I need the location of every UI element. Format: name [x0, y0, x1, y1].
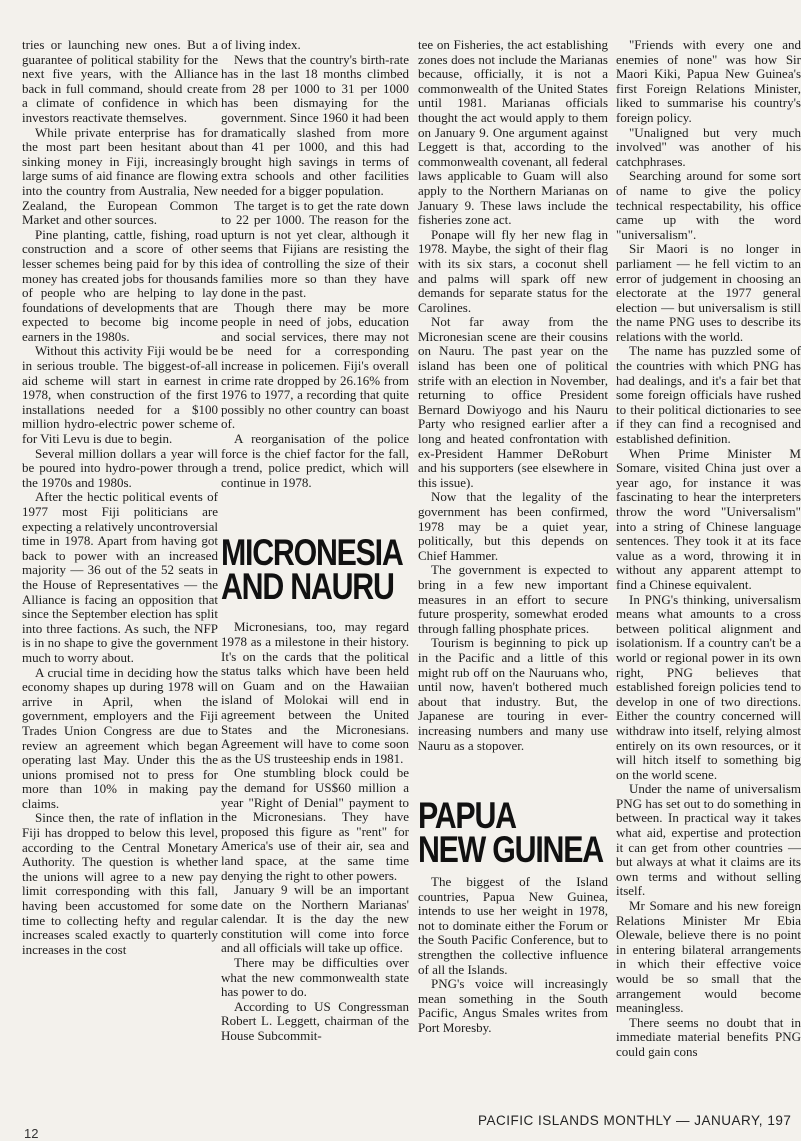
paragraph: of living index. [221, 37, 301, 52]
paragraph: According to US Congressman Robert L. Leggett, chairman of the House Subcommit- [221, 998, 409, 1044]
paragraph: The government is expected to bring in a few new important measures in an effort to secure future prosperity, somewhat eroded through falling phosphate prices. [418, 562, 608, 636]
paragraph: There may be difficulties over what the new commonwealth state has power to do. [221, 955, 409, 1000]
paragraph: "Friends with every one and enemies of none" was how Sir Maori Kiki, Papua New Guinea's first Foreign Relations Minister, liked to summarise his country's foreign policy. [616, 38, 801, 125]
paragraph: tee on Fisheries, the act establishing zones does not include the Marianas because, officially, it is not a commonwealth of the United States until 1981. Marianas officials thought the act would apply to them on January 9. One argument against Leggett is that, according to the commonwealth covenant, all federal laws applicable to Guam will also apply to the Northern Marianas on January 9. These laws include the fisheries zone act. [418, 37, 608, 228]
paragraph: News that the country's birth-rate has in the last 18 months climbed from 28 per 1000 to 31 per 1000 has been dismaying for the government. Since 1960 it had been dramatically slashed from more than 41 per 1000, and this had brought high savings in terms of extra schools and other facilities needed for a bigger population. [221, 51, 409, 198]
paragraph: The biggest of the Island countries, Papua New Guinea, intends to use her weight in 1978, not to dominate either the Forum or the South Pacific Conference, but to strengthen the collective influence of all the Islands. [418, 874, 608, 977]
paragraph: Ponape will fly her new flag in 1978. Maybe, the sight of their flag with its six stars, a coconut shell and palms will spark off new demands for separate status for the Carolines. [418, 226, 608, 315]
paragraph: Sir Maori is no longer in parliament — he fell victim to an error of judgement in choosing an electorate at the 1977 general election — but universalism is still the name PNG uses to describe its relations with the world. [616, 241, 801, 344]
paragraph: tries or launching new ones. But a guarantee of political stability for the next five years, with the Alliance back in full command, should create a climate of confidence in which investors reactivate themselves. [22, 37, 218, 125]
column-2-top [221, 38, 409, 490]
heading-png-line2: NEW GUINEA [418, 829, 603, 870]
column-2 [221, 38, 409, 1044]
paragraph: PNG's voice will increasingly mean something in the South Pacific, Angus Smales writes from Port Moresby. [418, 976, 608, 1036]
paragraph: In PNG's thinking, universalism means what amounts to a cross between political alignment and isolationism. If a country can't be a world or regional power in its own right, PNG believes that established foreign policies tend to develop in one of two directions. Either the country concerned will withdraw into itself, relying almost entirely on its own resources, or it will hitch itself to something big on the world scene. [616, 591, 801, 782]
heading-micronesia-line1: MICRONESIA [221, 536, 403, 574]
paragraph: There seems no doubt that in immediate material benefits PNG could gain cons [616, 1014, 801, 1059]
footer-publication: PACIFIC ISLANDS MONTHLY — JANUARY, 197 [478, 1113, 792, 1128]
column-4 [616, 38, 801, 1060]
paragraph: "Unaligned but very much involved" was another of his catchphrases. [616, 124, 801, 169]
paragraph: The name has puzzled some of the countries with which PNG has had dealings, and it's a fair bet that some foreign officials have rushed to their political dictionaries to see if they can find a recognised and established definition. [616, 343, 801, 447]
page-number: 12 [24, 1126, 39, 1141]
paragraph: January 9 will be an important date on the Northern Marianas' calendar. It is the day the new constitution will come into force and all officials will take up office. [221, 882, 409, 956]
paragraph: Though there may be more people in need of jobs, education and social services, there may not be need for a corresponding increase in policemen. Fiji's overall crime rate dropped by 26.16% from 1976 to 1977, a recording that quite possibly no other country can boast of. [221, 299, 409, 432]
paragraph: Not far away from the Micronesian scene are their cousins on Nauru. The past year on the island has been one of political strife with an election in November, returning to office President Bernard Dowiyogo and his Nauru Party who resigned earlier after a long and heated confrontation with ex-President Hammer DeRoburt and his supporters (see elsewhere in this issue). [418, 314, 608, 490]
heading-micronesia-line2: AND NAURU [221, 566, 394, 608]
column-1 [22, 38, 218, 957]
paragraph: The target is to get the rate down to 22 per 1000. The reason for the upturn is not yet clear, although it seems that Fijians are resisting the idea of controlling the size of their families more so than they have done in the past. [221, 197, 409, 301]
paragraph: Without this activity Fiji would be in serious trouble. The biggest-of-all aid scheme will start in earnest in 1978, when construction of the first installations needed for a $100 million hydro-electric power scheme for Viti Levu is due to begin. [22, 343, 218, 447]
paragraph: One stumbling block could be the demand for US$60 million a year "Right of Denial" payment to the Micronesians. They have proposed this figure as "rent" for America's use of their air, sea and land space, at the same time denying the right to other powers. [221, 765, 409, 883]
heading-png-line1: PAPUA [418, 799, 516, 837]
column-3 [418, 38, 608, 1036]
paragraph: When Prime Minister M Somare, visited China just over a year ago, for instance it was fascinating to hear the interpreters throw the word "Universalism" into a string of Chinese language sentences. They took it at its face value as a word, throwing it in without any apparent attempt to find a Chinese equivalent. [616, 445, 801, 592]
paragraph: Now that the legality of the government has been confirmed, 1978 may be a quiet year, politically, but this depends on Chief Hammer. [418, 489, 608, 563]
paragraph: A reorganisation of the police force is the chief factor for the fall, a trend, police predict, which will continue in 1978. [221, 431, 409, 490]
paragraph: While private enterprise has for the most part been hesitant about sinking money in Fiji, increasingly large sums of aid finance are flowing into the country from Australia, New Zealand, the European Common Market and other sources. [22, 124, 218, 228]
heading-png [418, 799, 608, 869]
paragraph: Since then, the rate of inflation in Fiji has dropped to below this level, according to the Central Monetary Authority. The question is whether the unions will agree to a new pay limit corresponding with this fall, having been accustomed for some time to collecting hefty and regular increases scaled exactly to quarterly increases in the cost [22, 810, 218, 957]
paragraph: After the hectic political events of 1977 most Fiji politicians are expecting a relatively uncontroversial time in 1978. Apart from having got back to power with an increased majority — 36 out of the 52 seats in the House of Representatives — the Alliance is facing an opposition that since the September election has split into three factions. As such, the NFP is in no shape to give the government much to worry about. [22, 489, 219, 665]
paragraph: A crucial time in deciding how the economy shapes up during 1978 will arrive in April, when the government, employers and the Fiji Trades Union Congress are due to review an agreement which began operating last May. Under this the unions promised not to press for more than 10% in making pay claims. [22, 664, 218, 811]
paragraph: Pine planting, cattle, fishing, road construction and a score of other lesser schemes being paid for by this money has created jobs for thousands of people who are helping to lay foundations of developments that are expected to become big income earners in the 1980s. [22, 226, 218, 344]
paragraph: Micronesians, too, may regard 1978 as a milestone in their history. It's on the cards that the political status talks which have been held on Guam and on the Hawaiian island of Molokai will end in agreement between the United States and the Micronesians. Agreement will have to come soon as the US trusteeship ends in 1981. [221, 619, 409, 766]
column-3-top [418, 38, 608, 753]
paragraph: Under the name of universalism PNG has set out to do something in between. In practical way it takes what aid, expertise and protection it can get from other countries — but always at what it claims are its own terms and without selling itself. [616, 781, 801, 899]
column-2-bottom [221, 620, 409, 1043]
paragraph: Searching around for some sort of name to give the policy technical respectability, his office came up with the word "universalism". [616, 168, 801, 242]
column-3-bottom [418, 875, 608, 1036]
paragraph: Tourism is beginning to pick up in the Pacific and a little of this might rub off on the Nauruans who, until now, haven't bothered much about that industry. But, the Japanese are touring in ever-increasing numbers and many use Nauru as a stopover. [418, 635, 608, 753]
paragraph: Mr Somare and his new foreign Relations Minister Mr Ebia Olewale, believe there is no point in entering bilateral arrangements in which their effective voice would be so small that the arrangement would become meaningless. [616, 898, 801, 1016]
paragraph: Several million dollars a year will be poured into hydro-power through the 1970s and 1980s. [22, 445, 218, 490]
heading-micronesia [221, 536, 409, 612]
